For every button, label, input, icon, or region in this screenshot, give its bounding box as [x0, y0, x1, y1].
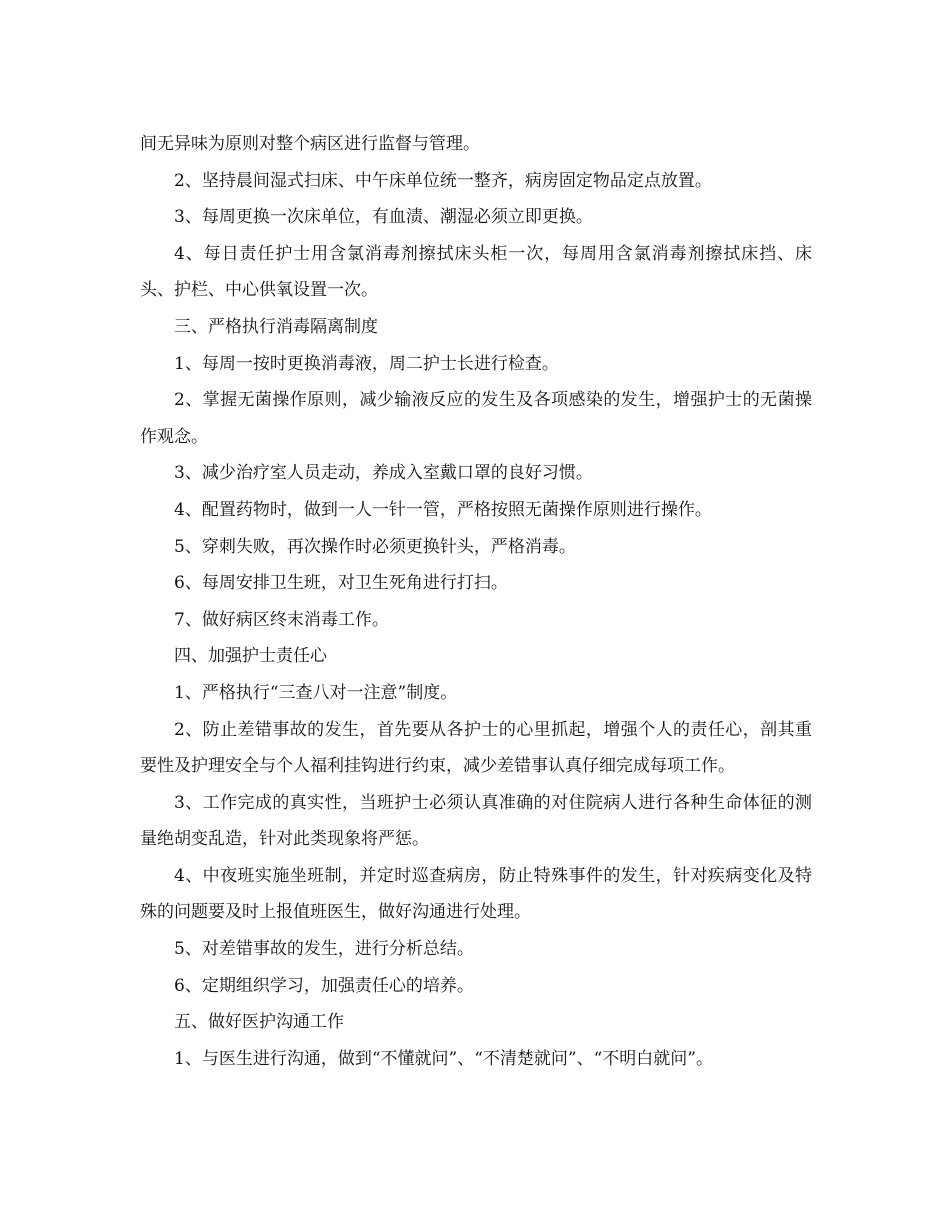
paragraph: 3、工作完成的真实性，当班护士必须认真准确的对住院病人进行各种生命体征的测量绝胡变乱造，针对此类现象将严惩。 — [140, 792, 812, 850]
paragraph: 间无异味为原则对整个病区进行监督与管理。 — [140, 134, 480, 154]
paragraph: 1、与医生进行沟通，做到“不懂就问”、“不清楚就问”、“不明白就问”。 — [174, 1048, 713, 1069]
paragraph: 5、对差错事故的发生，进行分析总结。 — [174, 939, 474, 960]
paragraph: 5、穿刺失败，再次操作时必须更换针头，严格消毒。 — [174, 536, 576, 557]
section-heading: 三、严格执行消毒隔离制度 — [174, 316, 378, 337]
paragraph: 1、每周一按时更换消毒液，周二护士长进行检查。 — [174, 353, 559, 374]
paragraph: 6、定期组织学习，加强责任心的培养。 — [174, 975, 474, 996]
paragraph: 3、减少治疗室人员走动，养成入室戴口罩的良好习惯。 — [174, 463, 593, 484]
paragraph: 4、配置药物时，做到一人一针一管，严格按照无菌操作原则进行操作。 — [174, 499, 712, 520]
paragraph: 7、做好病区终末消毒工作。 — [174, 609, 389, 630]
paragraph: 4、中夜班实施坐班制，并定时巡查病房，防止特殊事件的发生，针对疾病变化及特殊的问题要及时上报值班医生，做好沟通进行处理。 — [140, 865, 812, 923]
section-heading: 四、加强护士责任心 — [174, 646, 327, 667]
paragraph: 2、坚持晨间湿式扫床、中午床单位统一整齐，病房固定物品定点放置。 — [174, 170, 712, 191]
paragraph: 1、严格执行“三查八对一注意”制度。 — [174, 682, 458, 703]
paragraph: 6、每周安排卫生班，对卫生死角进行打扫。 — [174, 573, 508, 594]
paragraph: 2、掌握无菌操作原则，减少输液反应的发生及各项感染的发生，增强护士的无菌操作观念。 — [140, 390, 812, 447]
section-heading: 五、做好医护沟通工作 — [174, 1012, 344, 1033]
paragraph: 2、防止差错事故的发生，首先要从各护士的心里抓起，增强个人的责任心，剖其重要性及护理安全与个人福利挂钩进行约束，减少差错事认真仔细完成每项工作。 — [140, 719, 812, 777]
document-body — [140, 126, 812, 1077]
paragraph: 3、每周更换一次床单位，有血渍、潮湿必须立即更换。 — [174, 207, 593, 228]
paragraph: 4、每日责任护士用含氯消毒剂擦拭床头柜一次，每周用含氯消毒剂擦拭床挡、床头、护栏、中心供氧设置一次。 — [140, 243, 812, 301]
